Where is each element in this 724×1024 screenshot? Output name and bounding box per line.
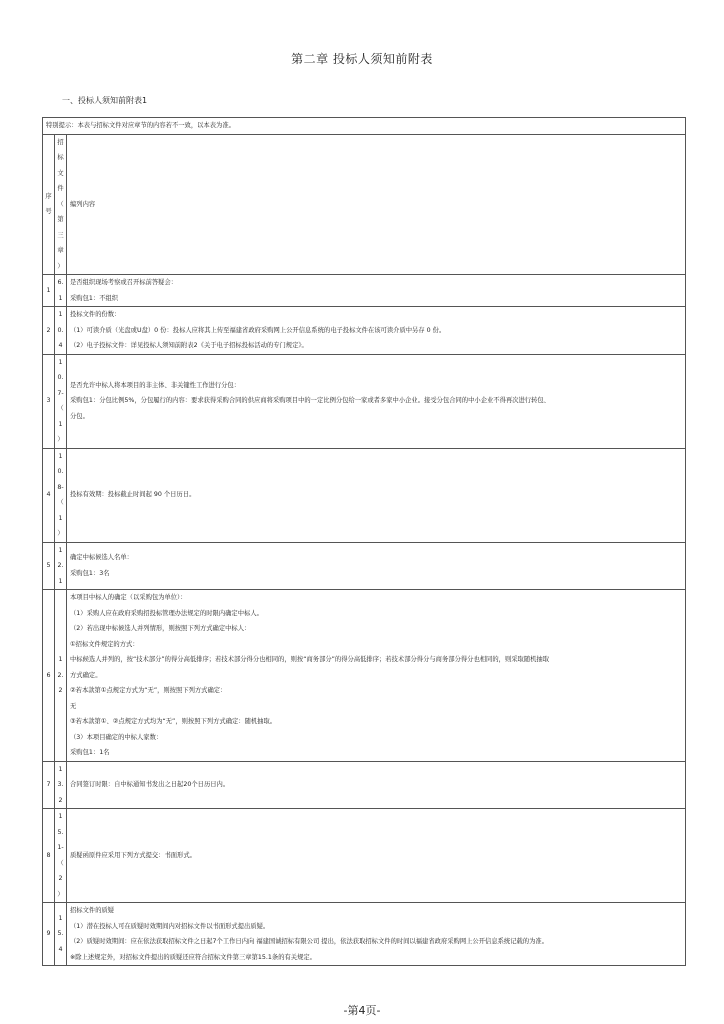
page-title: 第二章 投标人须知前附表 [291,52,433,66]
content-cell [67,275,686,307]
section-ref-char: 2. [57,671,64,679]
content-line: 无 [70,702,77,710]
section-ref-cell [55,590,67,762]
table-row [43,903,686,966]
section-ref-cell [55,354,67,448]
content-line: 是否允许中标人将本项目的非主体、非关键性工作进行分包： [70,381,241,389]
section-ref-char: 4 [58,342,63,349]
content-line: （2）若出现中标候选人并列情形，则按照下列方式确定中标人： [70,625,251,632]
page-footer: -第4页- [343,1004,381,1017]
header-section-char: 标 [57,154,64,161]
section-ref-char: 5. [57,828,64,836]
section-ref-cell [55,809,67,903]
section-ref-char: 8- [57,483,64,491]
table-row [43,448,686,542]
section-ref-char: 1 [58,914,63,922]
section-ref-char: 1 [58,358,63,366]
table-row [43,275,686,307]
content-line: 本项目中标人的确定（以采购包为单位）： [70,594,187,601]
section-ref-char: 1 [58,577,63,585]
section-ref-char: 6. [57,279,64,286]
content-line: 采购包1：1名 [70,749,110,756]
notice-cell: 特别提示：本表与招标文件对应章节的内容若不一致，以本表为准。 [43,118,686,135]
section-ref-cell [55,275,67,307]
content-cell [67,542,686,590]
section-ref-char: 0. [57,326,64,334]
table-row [43,590,686,762]
content-cell [67,903,686,966]
section-ref-char: 1 [58,420,63,428]
section-ref-char: 0. [57,374,64,381]
content-cell [67,307,686,355]
notice-row [43,118,686,135]
content-line: 确定中标候选人名单： [70,554,133,562]
content-line: （1）潜在投标人可在质疑时效期间内对招标文件以书面形式提出质疑。 [70,922,270,930]
header-seq-char: 序 [45,192,52,200]
content-line: （1）可读介质（光盘或U盘）0 份：投标人应将其上传至福建省政府采购网上公开信息系统的电子投标文件在该可读介质中另存 0 份。 [70,326,446,334]
header-content-cell: 编列内容 [67,134,686,275]
content-line: （3）本项目确定的中标人家数： [70,733,163,741]
row-number-cell: 6 [43,590,55,762]
header-section-char: 第 [57,216,64,223]
content-line: ※除上述规定外，对招标文件提出的质疑还应符合招标文件第三章第15.1条的有关规定。 [70,953,316,961]
row-number-cell: 4 [43,448,55,542]
row-number-cell: 9 [43,903,55,966]
section-ref-char: 2 [58,875,63,882]
section-ref-char: 5. [57,930,64,938]
header-seq-char: 号 [45,208,52,216]
table-row [43,354,686,448]
section-ref-cell [55,761,67,809]
section-ref-char: 1 [58,452,63,460]
content-line: 分包。 [70,412,89,420]
content-line: 质疑函原件应采用下列方式提交：书面形式。 [70,851,196,859]
section-ref-cell [55,307,67,355]
header-section-char: 件 [57,185,64,192]
content-line: （1）采购人应在政府采购招投标管理办法规定的时限内确定中标人。 [70,609,263,617]
section-ref-char: 1 [58,813,63,820]
header-section-char: 招 [57,138,64,146]
section-ref-char: 1 [58,765,63,773]
section-ref-char: 1 [58,514,63,522]
table-row [43,761,686,809]
bidder-notice-table [42,117,686,966]
content-line: 投标文件的份数： [70,311,121,318]
header-section-cell [55,134,67,275]
content-line: 招标文件的质疑 [70,907,115,914]
section-ref-cell [55,542,67,590]
row-number-cell: 8 [43,809,55,903]
content-line: ③若本款第①、②点规定方式均为“无”，则按照下列方式确定：随机抽取。 [70,718,277,725]
section-ref-char: 1 [58,546,63,554]
section-ref-char: 1 [58,294,63,302]
section-ref-char: 1 [58,656,63,663]
section-ref-char: ） [57,530,64,537]
content-line: 方式确定。 [70,671,102,679]
row-number-cell: 5 [43,542,55,590]
row-number-cell: 1 [43,275,55,307]
content-line: （2）电子投标文件：详见投标人须知前附表2《关于电子招标投标活动的专门规定》。 [70,342,308,349]
header-section-char: 三 [57,231,64,239]
row-number-cell: 7 [43,761,55,809]
content-cell [67,590,686,762]
row-number-cell: 2 [43,307,55,355]
section-ref-char: 2 [58,796,63,804]
content-line: 采购包1：分包比例5%，分包履行的内容：要求获得采购合同的供应商将采购项目中的一定比例分包给一家或者多家中小企业。接受分包合同的中小企业不得再次进行转包、 [70,397,550,405]
row-number-cell: 3 [43,354,55,448]
section-ref-char: （ [57,499,64,506]
header-section-char: 章 [57,247,64,254]
content-line: ②若本款第①点规定方式为“无”，则按照下列方式确定： [70,687,227,694]
header-section-char: 文 [57,169,64,177]
content-line: 是否组织现场考察或召开标前答疑会： [70,279,178,286]
section-ref-char: 2 [58,687,63,694]
section-ref-char: 1- [57,844,64,851]
section-ref-char: 3. [57,781,64,788]
content-cell [67,809,686,903]
content-cell [67,761,686,809]
content-line: 中标候选人并列的，按“技术部分”的得分高低排序；若技术部分得分也相同的，则按“商务部分”的得分高低排序；若技术部分得分与商务部分得分也相同的，则采取随机抽取 [70,656,550,663]
table-row [43,809,686,903]
section-ref-char: 1 [58,311,63,318]
table-row [43,542,686,590]
content-line: 合同签订时限：自中标通知书发出之日起20个日历日内。 [70,781,230,788]
section-ref-char: ） [57,436,64,443]
section-ref-char: （ [57,405,64,412]
content-line: 采购包1：3名 [70,569,110,577]
section-ref-char: （ [57,859,64,867]
content-cell [67,448,686,542]
header-section-char: ） [57,262,64,270]
header-row [43,134,686,275]
content-line: 采购包1：不组织 [70,294,119,302]
header-seq-cell [43,134,55,275]
section-ref-char: 0. [57,468,64,475]
content-line: （2）质疑时效期间：应在依法获取招标文件之日起7个工作日内向 福建国诚招标有限公司 提出，依法获取招标文件的时间以福建省政府采购网上公开信息系统记载的为准。 [70,938,548,945]
section-ref-char: 4 [58,945,63,953]
section-ref-char: 2. [57,562,64,569]
section-ref-cell [55,903,67,966]
header-section-char: （ [57,200,64,208]
section-ref-cell [55,448,67,542]
content-line: 投标有效期：投标截止时间起 90 个日历日。 [70,491,196,499]
table-row [43,307,686,355]
section-ref-char: ） [57,890,64,898]
content-cell [67,354,686,448]
section-subheading: 一、投标人须知前附表1 [62,96,148,105]
section-ref-char: 7- [57,389,64,397]
content-line: ①招标文件规定的方式： [70,640,139,648]
